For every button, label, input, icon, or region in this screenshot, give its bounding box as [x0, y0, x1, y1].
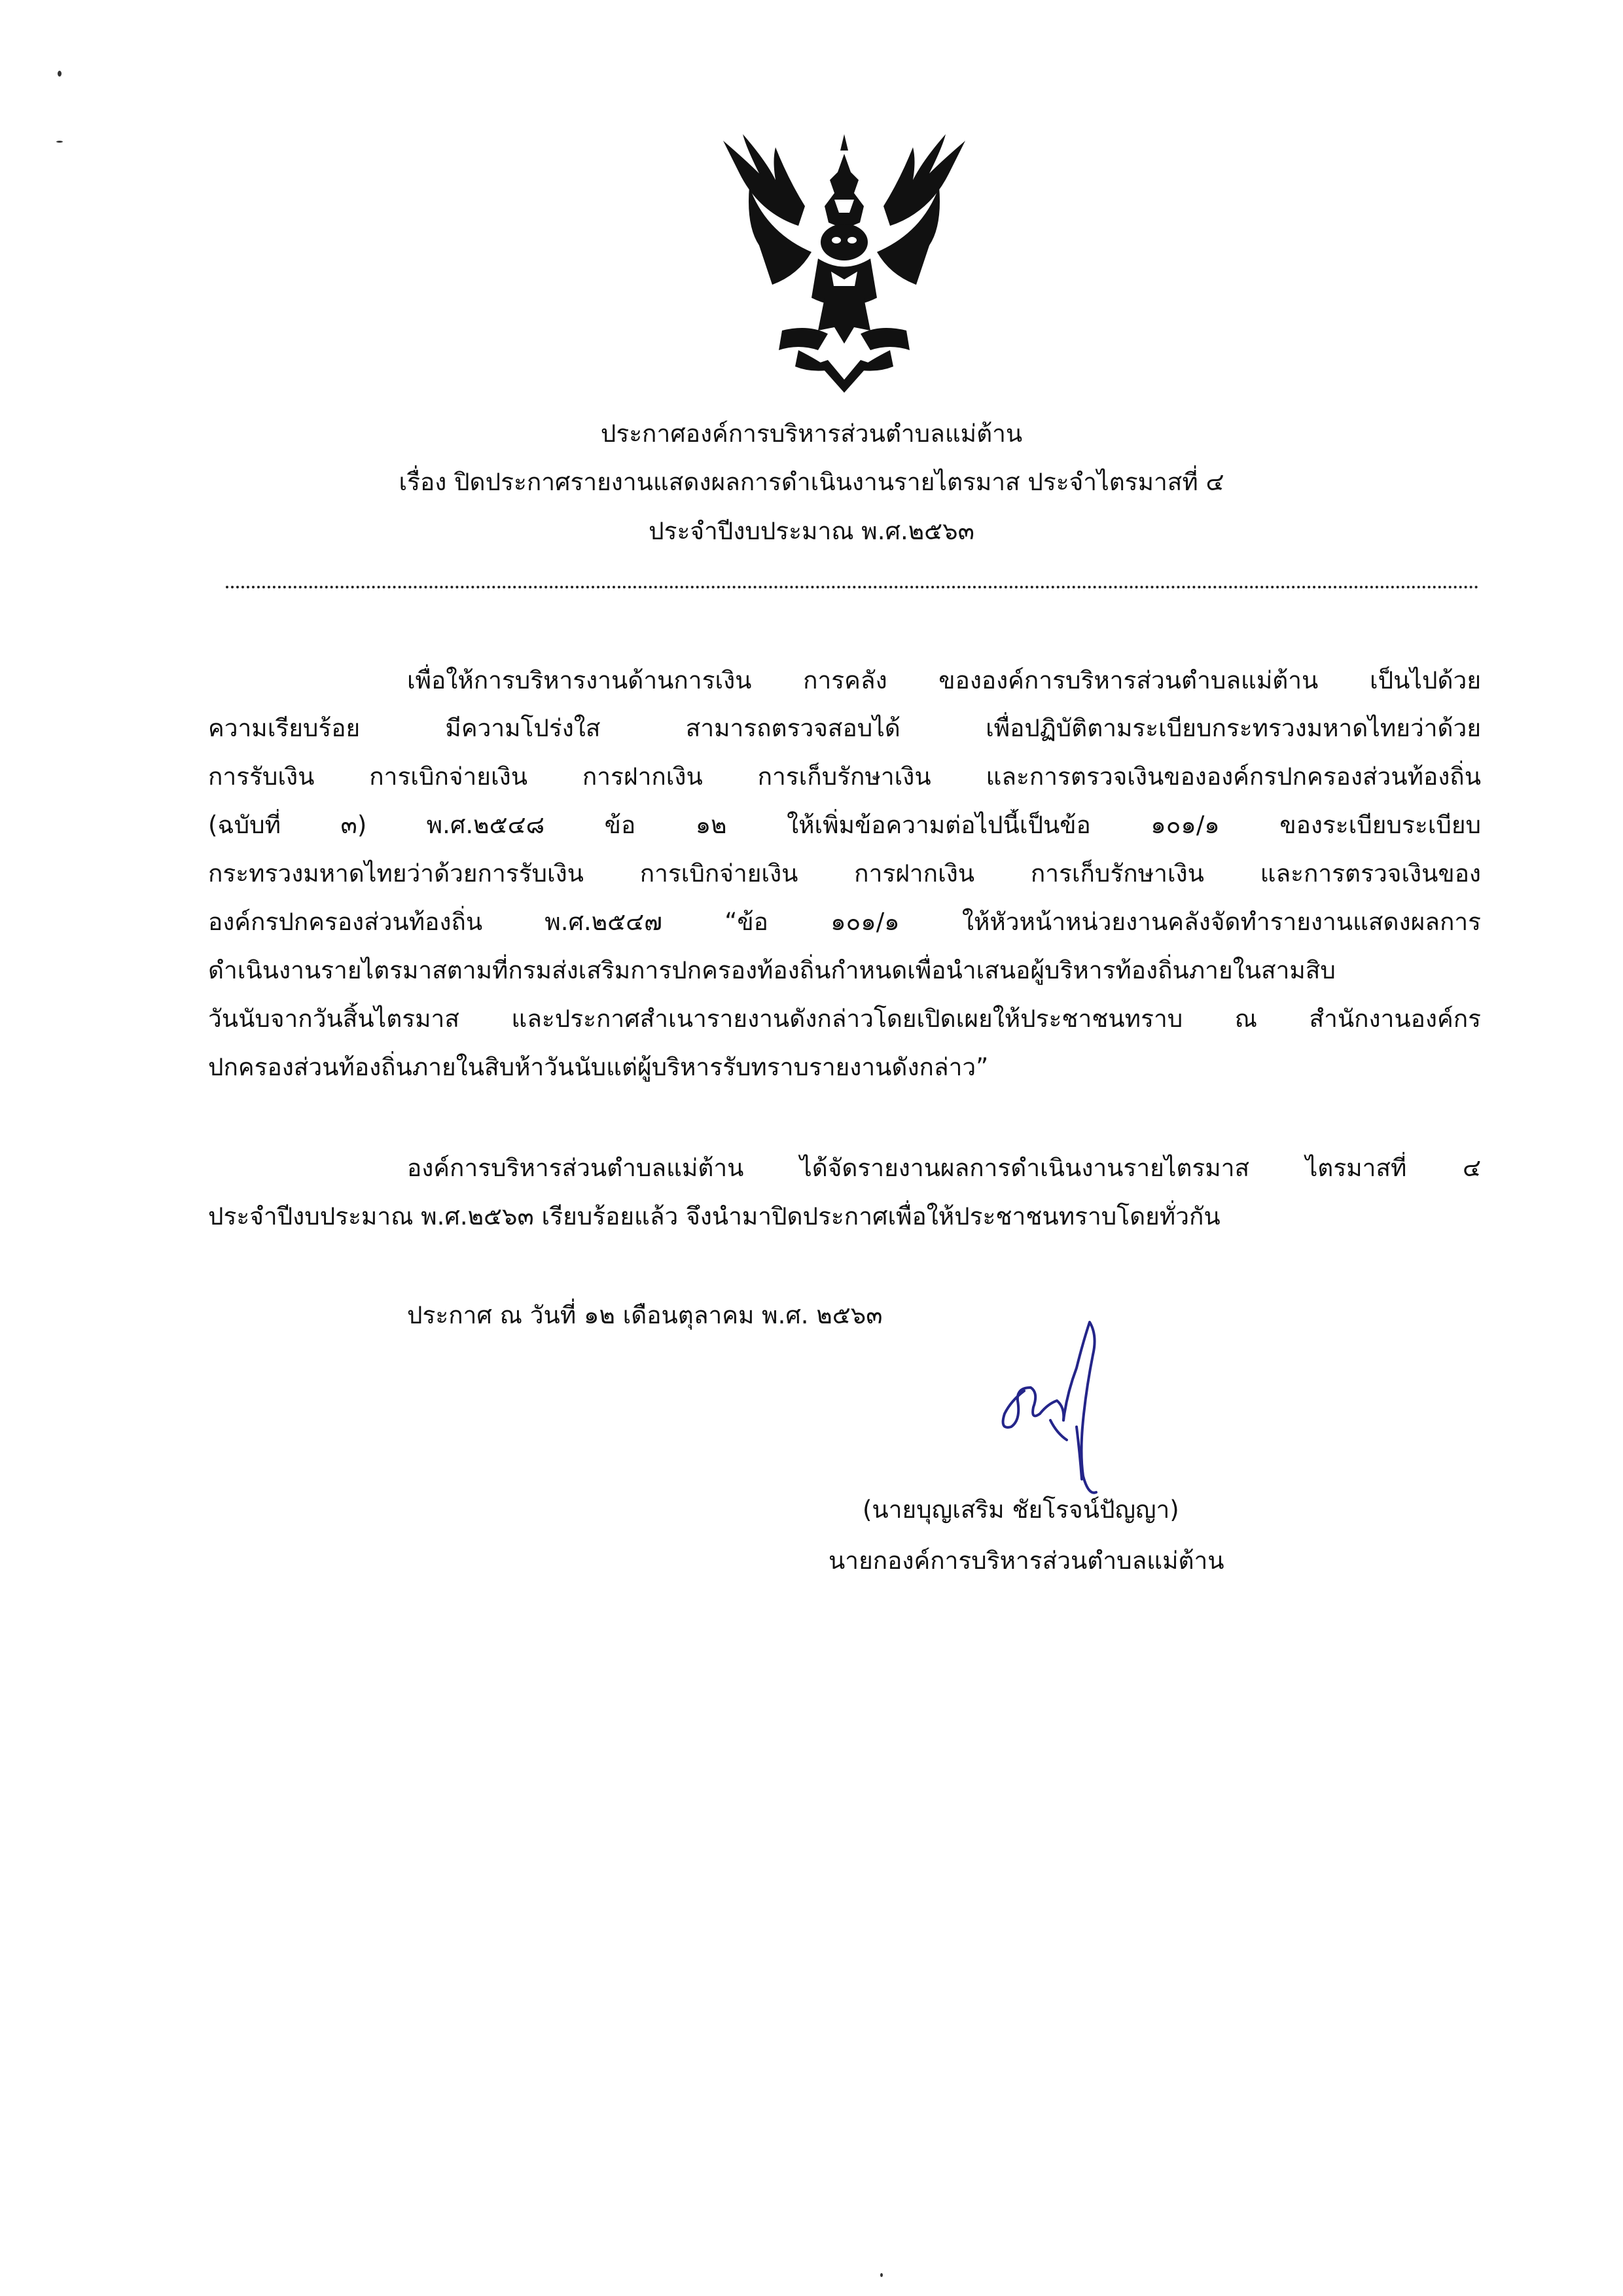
- scan-speck: [880, 2273, 883, 2277]
- paragraph-line: วันนับจากวันสิ้นไตรมาส และประกาศสำเนารายงานดังกล่าวโดยเปิดเผยให้ประชาชนทราบ ณ สำนักงานองค์กร: [208, 1005, 1481, 1033]
- paragraph-line: การรับเงิน การเบิกจ่ายเงิน การฝากเงิน การเก็บรักษาเงิน และการตรวจเงินขององค์กรปกครองส่วนท้องถิ่น: [208, 762, 1481, 791]
- paragraph-line: องค์กรปกครองส่วนท้องถิ่น พ.ศ.๒๕๔๗ “ข้อ ๑๐๑/๑ ให้หัวหน้าหน่วยงานคลังจัดทำรายงานแสดงผลการ: [208, 908, 1481, 936]
- paragraph-line: ปกครองส่วนท้องถิ่นภายในสิบห้าวันนับแต่ผู้บริหารรับทราบรายงานดังกล่าว”: [208, 1053, 989, 1081]
- scan-speck: [56, 141, 63, 143]
- garuda-emblem-icon: [720, 134, 969, 396]
- signatory-name: (นายบุญเสริม ชัยโรจน์ปัญญา): [863, 1496, 1179, 1524]
- paragraph-line: องค์การบริหารส่วนตำบลแม่ต้าน ได้จัดรายงานผลการดำเนินงานรายไตรมาส ไตรมาสที่ ๔: [407, 1154, 1481, 1182]
- signatory-position: นายกองค์การบริหารส่วนตำบลแม่ต้าน: [829, 1547, 1224, 1575]
- fiscal-year-line: ประจำปีงบประมาณ พ.ศ.๒๕๖๓: [649, 517, 974, 545]
- handwritten-signature: [985, 1316, 1116, 1499]
- paragraph-line: ความเรียบร้อย มีความโปร่งใส สามารถตรวจสอบได้ เพื่อปฏิบัติตามระเบียบกระทรวงมหาดไทยว่าด้วย: [208, 714, 1481, 742]
- paragraph-line: ประจำปีงบประมาณ พ.ศ.๒๕๖๓ เรียบร้อยแล้ว จึงนำมาปิดประกาศเพื่อให้ประชาชนทราบโดยทั่วกัน: [208, 1202, 1221, 1230]
- announcement-title: ประกาศองค์การบริหารส่วนตำบลแม่ต้าน: [600, 420, 1023, 448]
- paragraph-line: ดำเนินงานรายไตรมาสตามที่กรมส่งเสริมการปกครองท้องถิ่นกำหนดเพื่อนำเสนอผู้บริหารท้องถิ่นภายในสามสิบ: [208, 956, 1336, 984]
- separator-dotted-line: [226, 586, 1479, 588]
- announcement-subject: เรื่อง ปิดประกาศรายงานแสดงผลการดำเนินงานรายไตรมาส ประจำไตรมาสที่ ๔: [399, 468, 1224, 496]
- announcement-date: ประกาศ ณ วันที่ ๑๒ เดือนตุลาคม พ.ศ. ๒๕๖๓: [407, 1301, 883, 1329]
- paragraph-line: (ฉบับที่ ๓) พ.ศ.๒๕๔๘ ข้อ ๑๒ ให้เพิ่มข้อความต่อไปนี้เป็นข้อ ๑๐๑/๑ ของระเบียบระเบียบ: [208, 811, 1481, 839]
- paragraph-line: เพื่อให้การบริหารงานด้านการเงิน การคลัง ขององค์การบริหารส่วนตำบลแม่ต้าน เป็นไปด้วย: [407, 666, 1481, 694]
- paragraph-line: กระทรวงมหาดไทยว่าด้วยการรับเงิน การเบิกจ่ายเงิน การฝากเงิน การเก็บรักษาเงิน และการตรวจเงินของ: [208, 859, 1481, 888]
- scan-speck: [58, 71, 62, 77]
